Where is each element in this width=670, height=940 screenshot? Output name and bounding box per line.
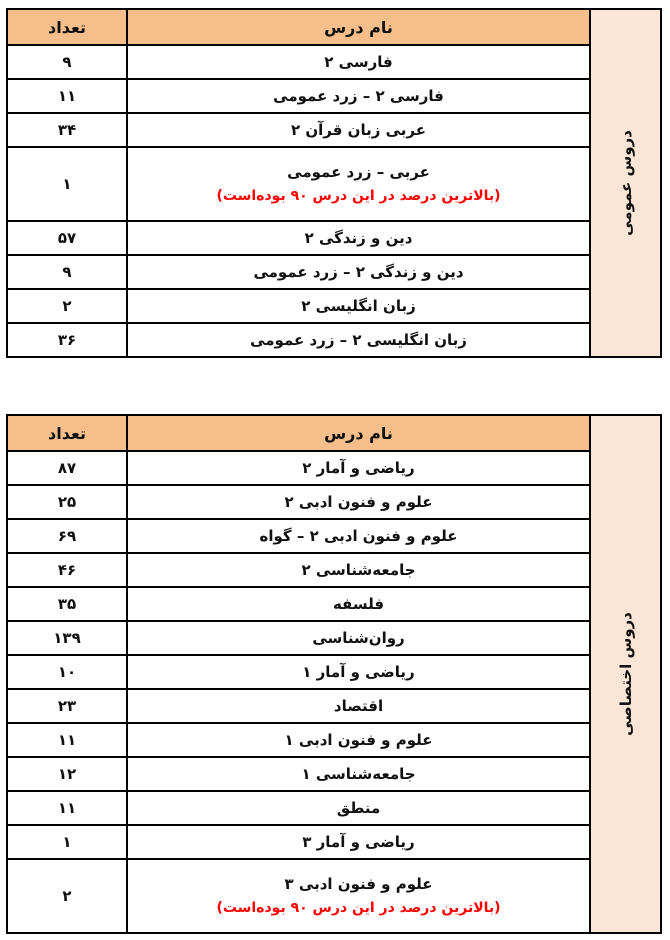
table-row [7,587,661,621]
course-name-cell [127,451,590,485]
course-name-cell [127,79,590,113]
table-row [7,221,661,255]
table-row [7,859,661,933]
course-count: ۴۶ [7,553,127,587]
column-header-course-name: نام درس [127,9,590,45]
table-row [7,323,661,357]
course-name-cell [127,859,590,933]
course-name: روان‌شناسی [312,628,405,647]
course-name-cell [127,723,590,757]
table-row [7,255,661,289]
course-count: ۲۳ [7,689,127,723]
table-row [7,757,661,791]
course-name: دین و زندگی ۲ – زرد عمومی [253,262,464,281]
course-name-cell [127,791,590,825]
course-name: ریاضی و آمار ۲ [302,458,415,477]
course-count: ۲ [7,289,127,323]
specialized-courses-table-body [7,415,661,933]
course-count: ۳۶ [7,323,127,357]
course-count: ۹ [7,45,127,79]
course-name: علوم و فنون ادبی ۲ – گواه [259,526,458,545]
course-name: دین و زندگی ۲ [304,228,413,247]
course-count: ۳۴ [7,113,127,147]
course-count: ۱ [7,147,127,221]
course-count: ۲ [7,859,127,933]
course-name-cell [127,323,590,357]
course-count: ۲۵ [7,485,127,519]
course-count: ۱۰ [7,655,127,689]
course-name-cell [127,553,590,587]
course-name: عربی – زرد عمومی [287,162,430,181]
table-row [7,621,661,655]
course-name-cell [127,255,590,289]
course-name-cell [127,587,590,621]
table-row [7,791,661,825]
course-count: ۵۷ [7,221,127,255]
course-count: ۹ [7,255,127,289]
course-count: ۳۵ [7,587,127,621]
course-name-cell [127,113,590,147]
side-category-cell [590,9,661,357]
header-row [7,415,661,451]
general-courses-table-body [7,9,661,357]
table-row [7,45,661,79]
course-name: منطق [336,798,381,817]
course-name: ریاضی و آمار ۳ [302,832,415,851]
table-row [7,79,661,113]
course-name-cell [127,485,590,519]
course-name: جامعه‌شناسی ۲ [301,560,416,579]
course-name-cell [127,689,590,723]
table-row [7,553,661,587]
course-name-cell [127,655,590,689]
column-header-count: تعداد [7,415,127,451]
column-header-count: تعداد [7,9,127,45]
table-row [7,723,661,757]
course-name: فلسفه [332,594,385,613]
table-row [7,519,661,553]
table-row [7,485,661,519]
side-category-cell [590,415,661,933]
course-name: اقتصاد [333,696,384,715]
tables-gap [8,358,662,414]
table-row [7,289,661,323]
table-row [7,689,661,723]
column-header-course-name: نام درس [127,415,590,451]
header-row [7,9,661,45]
course-count: ۱۱ [7,723,127,757]
course-count: ۱۲ [7,757,127,791]
table-row [7,147,661,221]
table-row [7,113,661,147]
side-category-label: دروس عمومی [616,130,635,236]
course-name: علوم و فنون ادبی ۲ [284,492,433,511]
course-name: عربی زبان قرآن ۲ [290,120,426,139]
side-category-label: دروس اختصاصی [616,612,635,736]
highest-percent-note: (بالاترین درصد در این درس ۹۰ بوده‌است) [216,188,501,205]
table-row [7,655,661,689]
course-name-cell [127,757,590,791]
course-name-cell [127,289,590,323]
course-name-cell [127,825,590,859]
specialized-courses-table [6,414,662,934]
course-name-cell [127,519,590,553]
course-count: ۱ [7,825,127,859]
course-count: ۱۳۹ [7,621,127,655]
course-count: ۶۹ [7,519,127,553]
highest-percent-note: (بالاترین درصد در این درس ۹۰ بوده‌است) [216,900,501,917]
course-count: ۸۷ [7,451,127,485]
course-name-cell [127,45,590,79]
course-name: زبان انگلیسی ۲ [301,296,416,315]
table-row [7,825,661,859]
general-courses-table [6,8,662,358]
course-name: علوم و فنون ادبی ۳ [284,874,433,893]
course-name: ریاضی و آمار ۱ [302,662,415,681]
course-name: فارسی ۲ [324,52,393,71]
course-name-cell [127,147,590,221]
course-name-cell [127,621,590,655]
course-name: جامعه‌شناسی ۱ [301,764,416,783]
course-count: ۱۱ [7,79,127,113]
course-name-cell [127,221,590,255]
course-name: فارسی ۲ – زرد عمومی [273,86,444,105]
table-row [7,451,661,485]
course-name: علوم و فنون ادبی ۱ [284,730,433,749]
course-name: زبان انگلیسی ۲ – زرد عمومی [250,330,467,349]
course-count: ۱۱ [7,791,127,825]
